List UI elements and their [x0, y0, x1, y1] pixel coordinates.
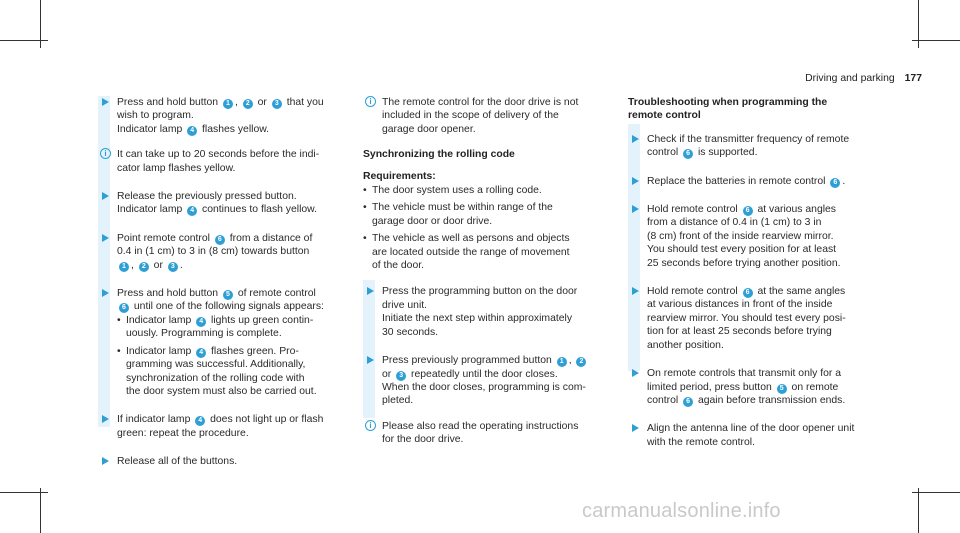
callout-number: 1	[557, 357, 567, 367]
crop-mark	[912, 40, 960, 41]
step-arrow-icon	[632, 424, 639, 432]
step-block: Align the antenna line of the door opener unit with the remote control.	[628, 422, 890, 449]
info-icon: i	[365, 420, 376, 431]
watermark: carmanualsonline.info	[582, 500, 781, 522]
step-arrow-icon	[367, 356, 374, 364]
callout-number: 5	[223, 290, 233, 300]
step-block: Release all of the buttons.	[98, 455, 360, 468]
info-note: i The remote control for the door drive is not included in the scope of delivery of the garage door opener.	[363, 96, 625, 136]
step-arrow-icon	[632, 205, 639, 213]
step-block: Press and hold button 1 , 2 or 3 that you wish to program. Indicator lamp 4 flashes yellow.	[98, 96, 360, 136]
callout-number: 2	[243, 99, 253, 109]
crop-mark	[0, 40, 48, 41]
step-arrow-icon	[632, 287, 639, 295]
callout-number: 6	[743, 288, 753, 298]
callout-number: 4	[196, 317, 206, 327]
callout-number: 4	[187, 206, 197, 216]
callout-number: 1	[223, 99, 233, 109]
callout-number: 3	[272, 99, 282, 109]
page-header	[805, 72, 922, 85]
step-arrow-icon	[102, 415, 109, 423]
step-arrow-icon	[632, 135, 639, 143]
callout-number: 6	[119, 303, 129, 313]
callout-number: 1	[119, 262, 129, 272]
list-item: • The vehicle must be within range of the garage door or door drive.	[363, 201, 625, 228]
column-right	[628, 96, 890, 464]
list-item: • Indicator lamp 4 flashes green. Pro- gramming was successful. Additionally, synchronization of the rolling code with the door system must also be carried out.	[117, 345, 360, 399]
step-arrow-icon	[367, 287, 374, 295]
section-title: Driving and parking	[805, 73, 895, 84]
step-block: Hold remote control 6 at the same angles at various distances in front of the inside rearview mirror. You should test every posi- tion for at least 25 seconds before trying another position.	[628, 285, 890, 352]
crop-mark	[0, 492, 48, 493]
callout-number: 3	[396, 371, 406, 381]
step-arrow-icon	[102, 457, 109, 465]
page-number: 177	[904, 73, 922, 84]
requirements-list	[363, 184, 625, 272]
step-block: If indicator lamp 4 does not light up or flash green: repeat the procedure.	[98, 413, 360, 440]
callout-number: 2	[576, 357, 586, 367]
info-note: i It can take up to 20 seconds before the indi- cator lamp flashes yellow.	[98, 148, 360, 175]
step-block: On remote controls that transmit only for a limited period, press button 5 on remote control 6 again before transmission ends.	[628, 367, 890, 407]
callout-number: 5	[777, 384, 787, 394]
info-icon: i	[365, 96, 376, 107]
callout-number: 6	[683, 149, 693, 159]
list-item: • The vehicle as well as persons and objects are located outside the range of movement of the door.	[363, 232, 625, 272]
step-block: Check if the transmitter frequency of remote control 6 is supported.	[628, 133, 890, 160]
callout-number: 3	[168, 262, 178, 272]
info-note: i Please also read the operating instructions for the door drive.	[363, 420, 625, 447]
callout-number: 4	[195, 416, 205, 426]
step-arrow-icon	[102, 234, 109, 242]
step-block: Press the programming button on the door drive unit. Initiate the next step within approximately 30 seconds.	[363, 285, 625, 339]
step-block: Release the previously pressed button. Indicator lamp 4 continues to flash yellow.	[98, 190, 360, 217]
crop-mark	[912, 492, 960, 493]
callout-number: 4	[196, 348, 206, 358]
column-middle	[363, 96, 625, 462]
step-arrow-icon	[632, 177, 639, 185]
callout-number: 6	[683, 397, 693, 407]
step-arrow-icon	[102, 192, 109, 200]
column-left	[98, 96, 360, 484]
step-block: Replace the batteries in remote control 6 .	[628, 175, 890, 188]
list-item: • Indicator lamp 4 lights up green contin- uously. Programming is complete.	[117, 314, 360, 341]
step-block: Press and hold button 5 of remote control 6 until one of the following signals appears: • Indicator lamp 4 lights up green contin- uously. Programming is complete. • Indicator lamp 4 flashes green. Pro- gramming was successful. Additionally, synchronization of the rolling code with the door system must also be carried out.	[98, 287, 360, 398]
list-item: • The door system uses a rolling code.	[363, 184, 625, 197]
info-icon: i	[100, 148, 111, 159]
callout-number: 2	[139, 262, 149, 272]
requirements-heading: Requirements:	[363, 170, 436, 182]
crop-mark	[918, 488, 919, 533]
section-heading: Synchronizing the rolling code	[363, 149, 515, 161]
crop-mark	[40, 488, 41, 533]
callout-number: 6	[215, 235, 225, 245]
step-arrow-icon	[632, 369, 639, 377]
step-arrow-icon	[102, 98, 109, 106]
callout-number: 4	[187, 126, 197, 136]
callout-number: 6	[743, 206, 753, 216]
step-block: Point remote control 6 from a distance of 0.4 in (1 cm) to 3 in (8 cm) towards button 1 , 2 or 3 .	[98, 232, 360, 272]
callout-number: 6	[830, 178, 840, 188]
step-arrow-icon	[102, 289, 109, 297]
step-block: Hold remote control 6 at various angles from a distance of 0.4 in (1 cm) to 3 in (8 cm) front of the inside rearview mirror. You should test every position for at least 25 seconds before trying another position.	[628, 203, 890, 270]
section-heading: Troubleshooting when programming the remote control	[628, 97, 828, 122]
step-block: Press previously programmed button 1 , 2 or 3 repeatedly until the door closes. When the door closes, programming is com- pleted.	[363, 354, 625, 408]
